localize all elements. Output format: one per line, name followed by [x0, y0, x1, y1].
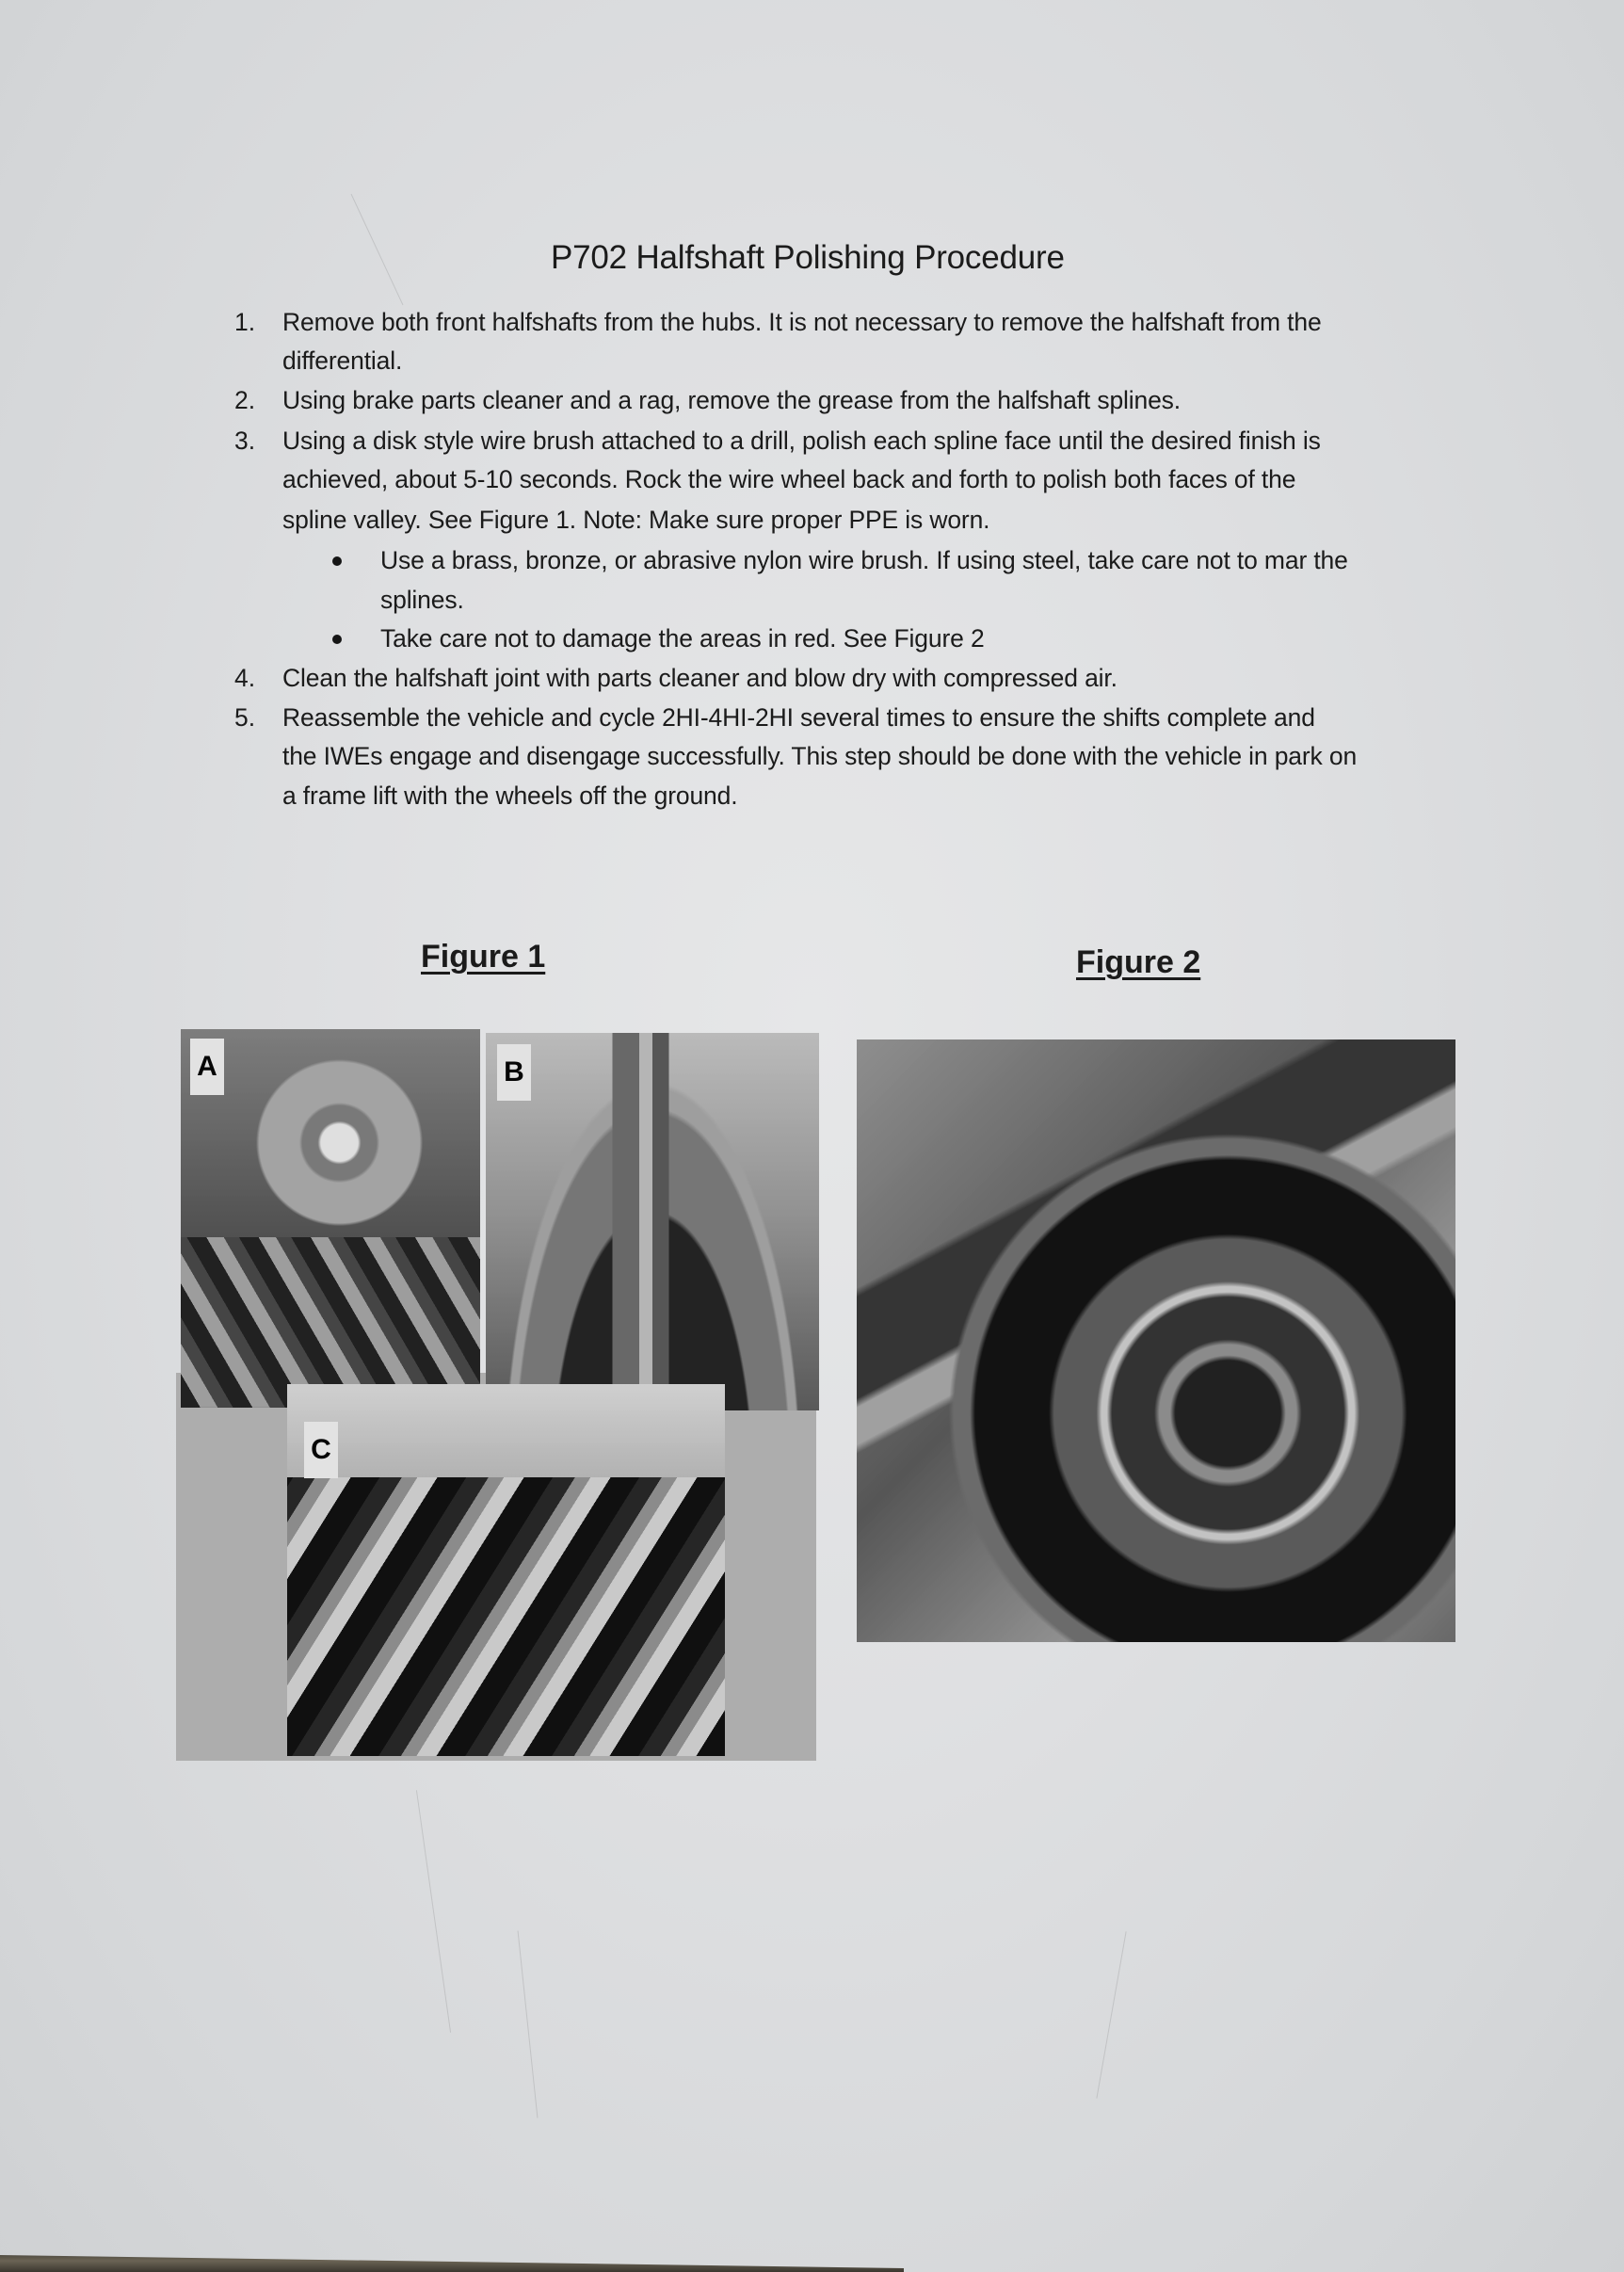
- step-text: Using a disk style wire brush attached to a drill, polish each spline face until the desired finish is: [282, 427, 1321, 455]
- step-text: spline valley. See Figure 1. Note: Make sure proper PPE is worn.: [282, 506, 990, 534]
- step-text: Reassemble the vehicle and cycle 2HI-4HI-2HI several times to ensure the shifts complete and: [282, 703, 1315, 732]
- bullet-text: Take care not to damage the areas in red. See Figure 2: [380, 624, 985, 653]
- figure-1-panel-b-photo: [486, 1033, 819, 1410]
- paper-mark: [416, 1790, 451, 2033]
- step-number: 3.: [234, 427, 256, 455]
- figure-1-panel-c-photo: [287, 1384, 725, 1756]
- step-text: differential.: [282, 346, 403, 375]
- figure-1-label: Figure 1: [421, 939, 546, 975]
- step-number: 2.: [234, 386, 256, 414]
- bullet-icon: [332, 556, 342, 566]
- step-number: 4.: [234, 664, 256, 692]
- figure-2-label: Figure 2: [1076, 944, 1201, 980]
- document-title: P702 Halfshaft Polishing Procedure: [551, 239, 1065, 276]
- table-edge: [0, 2253, 904, 2272]
- step-text: the IWEs engage and disengage successfully. This step should be done with the vehicle in park on: [282, 742, 1358, 770]
- figure-1-panel-a-photo: [181, 1029, 480, 1408]
- step-text: Remove both front halfshafts from the hubs. It is not necessary to remove the halfshaft from the: [282, 308, 1322, 336]
- bullet-text: Use a brass, bronze, or abrasive nylon wire brush. If using steel, take care not to mar the: [380, 546, 1348, 574]
- step-number: 5.: [234, 703, 256, 732]
- figure-2-photo: [857, 1039, 1455, 1642]
- paper-mark: [351, 194, 404, 305]
- step-text: achieved, about 5-10 seconds. Rock the wire wheel back and forth to polish both faces of the: [282, 465, 1296, 493]
- paper-mark: [1096, 1931, 1126, 2098]
- paper-mark: [518, 1930, 539, 2118]
- panel-label-b: B: [497, 1044, 531, 1101]
- bullet-text: splines.: [380, 586, 464, 614]
- step-number: 1.: [234, 308, 256, 336]
- panel-label-c: C: [304, 1422, 338, 1478]
- bullet-icon: [332, 635, 342, 644]
- step-text: Clean the halfshaft joint with parts cleaner and blow dry with compressed air.: [282, 664, 1118, 692]
- panel-label-a: A: [190, 1039, 224, 1095]
- step-text: Using brake parts cleaner and a rag, remove the grease from the halfshaft splines.: [282, 386, 1181, 414]
- step-text: a frame lift with the wheels off the ground.: [282, 782, 738, 810]
